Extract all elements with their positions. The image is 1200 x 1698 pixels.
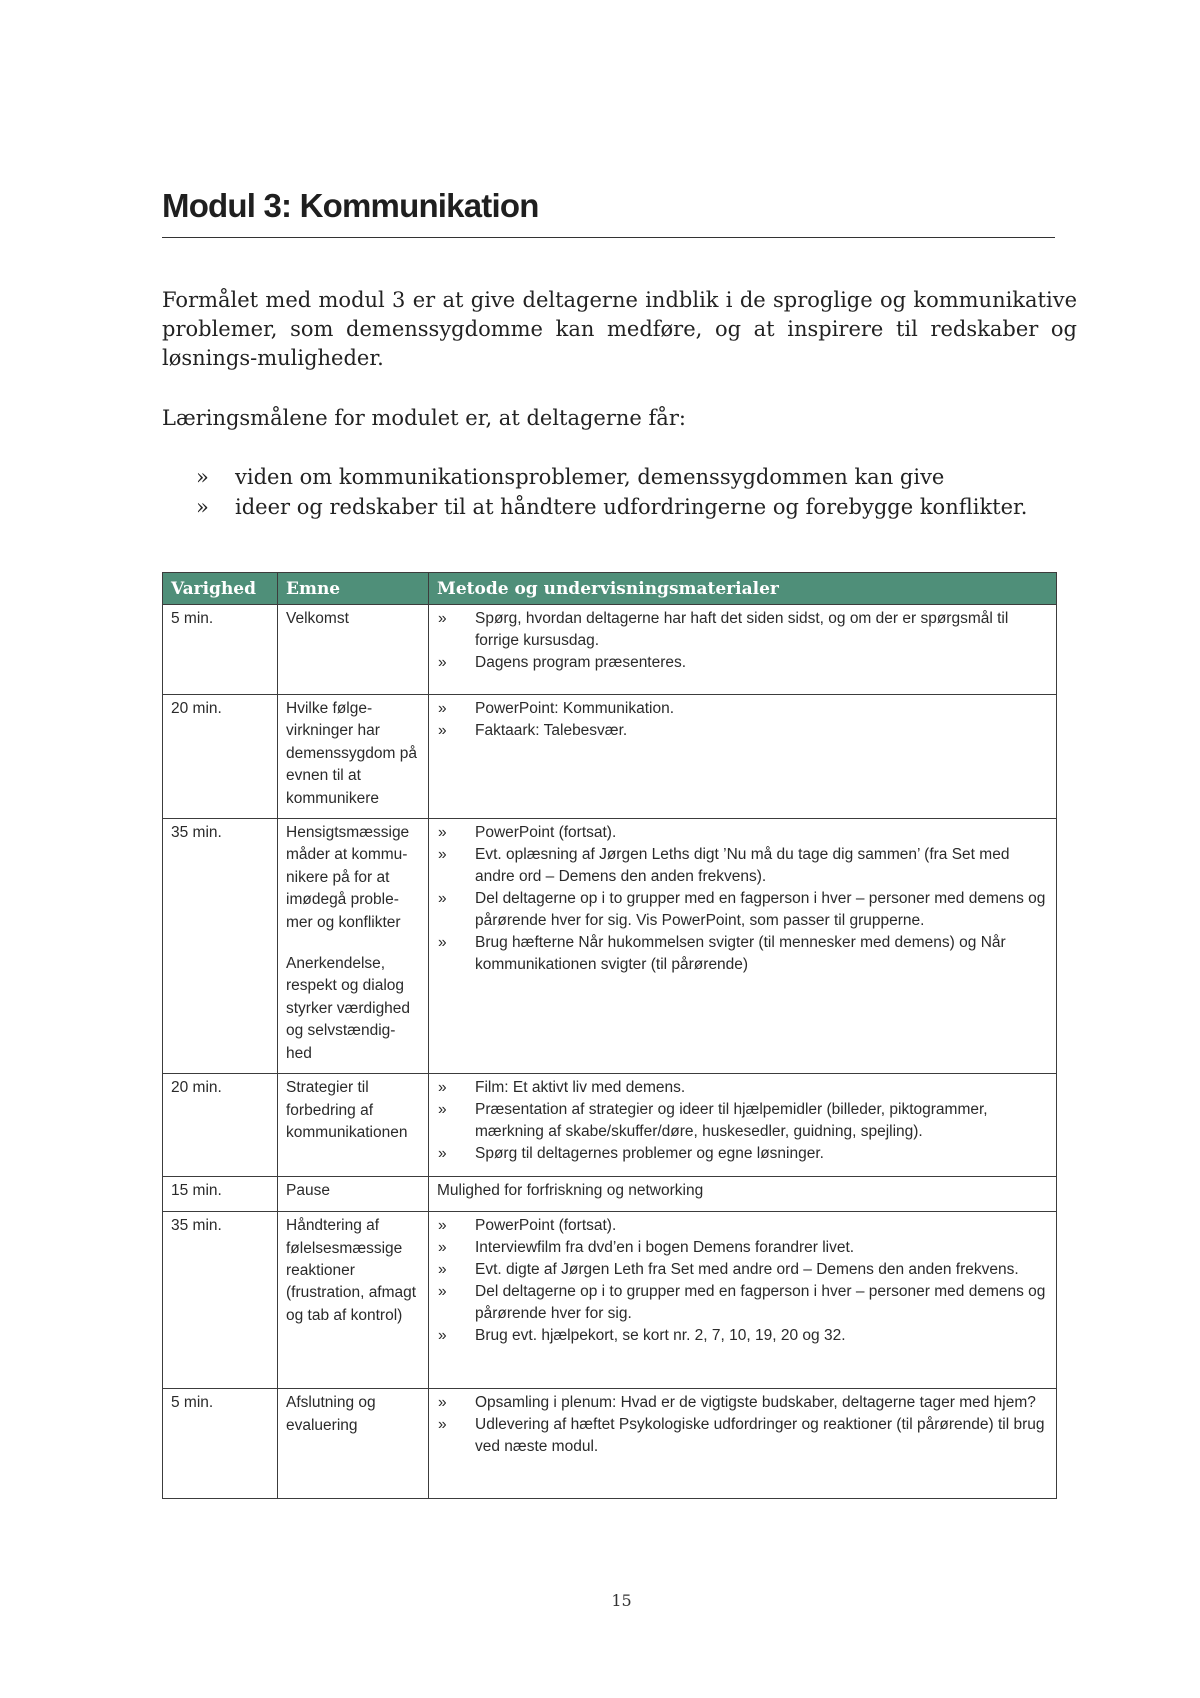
duration-cell: 15 min. [163, 1177, 278, 1212]
column-header-method: Metode og undervisningsmaterialer [429, 573, 1057, 605]
list-item: » Brug hæfterne Når hukommelsen svigter (til mennesker med demens) og Når kommunikationen svigter (til pårørende) [438, 934, 1006, 974]
duration-cell: 35 min. [163, 819, 278, 1074]
topic-text: Anerkendelse, respekt og dialog styrker værdighed og selvstændig-hed [286, 955, 411, 1062]
method-cell [429, 1074, 1057, 1177]
duration-cell: 20 min. [163, 695, 278, 819]
intro-paragraph: Formålet med modul 3 er at give deltagerne indblik i de sproglige og kommunikative problemer, som demenssygdomme kan medføre, og at inspirere til redskaber og løsnings-muligheder. [162, 288, 1077, 370]
learning-goals-list [196, 463, 1027, 522]
topic-cell: Velkomst [278, 605, 429, 695]
bullet-marker: » [196, 494, 209, 519]
duration-cell: 5 min. [163, 605, 278, 695]
table-row [163, 1389, 1057, 1499]
table-row [163, 1212, 1057, 1389]
list-item: » Opsamling i plenum: Hvad er de vigtigste budskaber, deltagerne tager med hjem? [438, 1394, 1036, 1412]
method-cell: Mulighed for forfriskning og networking [429, 1177, 1057, 1212]
topic-cell: Strategier til forbedring af kommunikationen [278, 1074, 429, 1177]
duration-cell: 35 min. [163, 1212, 278, 1389]
table-row [163, 1177, 1057, 1212]
page-title: Modul 3: Kommunikation [162, 187, 539, 224]
table-header-row [163, 573, 1057, 605]
topic-cell: Håndtering af følelsesmæssige reaktioner (frustration, afmagt og tab af kontrol) [278, 1212, 429, 1389]
list-item: » Brug evt. hjælpekort, se kort nr. 2, 7, 10, 19, 20 og 32. [438, 1327, 846, 1345]
list-item: » Film: Et aktivt liv med demens. [438, 1079, 686, 1097]
list-item: » Udlevering af hæftet Psykologiske udfordringer og reaktioner (til pårørende) til brug ved næste modul. [438, 1416, 1045, 1456]
list-item: » Spørg, hvordan deltagerne har haft det siden sidst, og om der er spørgsmål til forrige kursusdag. [438, 610, 1009, 649]
column-header-topic: Emne [278, 573, 429, 605]
list-item: » Faktaark: Talebesvær. [438, 722, 628, 739]
learning-goals-lead: Læringsmålene for modulet er, at deltagerne får: [162, 406, 686, 430]
list-item: » Del deltagerne op i to grupper med en fagperson i hver – personer med demens og pårørende hver for sig. [438, 1283, 1046, 1323]
list-item: » Dagens program præsenteres. [438, 654, 687, 671]
list-item: » PowerPoint: Kommunikation. [438, 700, 675, 717]
list-item: » PowerPoint (fortsat). [438, 1217, 617, 1235]
list-item: » Evt. digte af Jørgen Leth fra Set med andre ord – Demens den anden frekvens. [438, 1261, 1019, 1279]
list-item: » Præsentation af strategier og ideer til hjælpemidler (billeder, piktogrammer, mærkning af skabe/skuffer/døre, huskesedler, guidning, spejling). [438, 1101, 988, 1141]
method-cell [429, 1212, 1057, 1389]
list-item: » Interviewfilm fra dvd’en i bogen Demens forandrer livet. [438, 1239, 855, 1257]
list-item: » PowerPoint (fortsat). [438, 824, 617, 842]
module-schedule-table [162, 572, 1057, 1499]
list-item: » Evt. oplæsning af Jørgen Leths digt ’Nu må du tage dig sammen’ (fra Set med andre ord – Demens den anden frekvens). [438, 846, 1010, 886]
duration-cell: 20 min. [163, 1074, 278, 1177]
duration-cell: 5 min. [163, 1389, 278, 1499]
table-row [163, 605, 1057, 695]
page-number: 15 [611, 1591, 632, 1610]
list-item: » Spørg til deltagernes problemer og egne løsninger. [438, 1145, 824, 1163]
topic-text: Hensigtsmæssige måder at kommu-nikere på for at imødegå proble-mer og konflikter [286, 824, 410, 931]
table-row [163, 1074, 1057, 1177]
bullet-marker: » [196, 465, 209, 489]
topic-cell: Afslutning og evaluering [278, 1389, 429, 1499]
topic-cell [278, 819, 429, 1074]
list-item: » viden om kommunikationsproblemer, demenssygdommen kan give [196, 463, 1027, 493]
title-divider [162, 237, 1055, 238]
topic-cell: Pause [278, 1177, 429, 1212]
list-item: » Del deltagerne op i to grupper med en fagperson i hver – personer med demens og pårørende hver for sig. Vis PowerPoint, som passer til grupperne. [438, 890, 1046, 930]
topic-cell: Hvilke følge-virkninger har demenssygdom på evnen til at kommunikere [278, 695, 429, 819]
table-row [163, 819, 1057, 1074]
method-cell [429, 605, 1057, 695]
list-item: » ideer og redskaber til at håndtere udfordringerne og forebygge konflikter. [196, 493, 1027, 523]
method-cell [429, 1389, 1057, 1499]
column-header-duration: Varighed [163, 573, 278, 605]
method-cell [429, 819, 1057, 1074]
method-cell [429, 695, 1057, 819]
table-row [163, 695, 1057, 819]
